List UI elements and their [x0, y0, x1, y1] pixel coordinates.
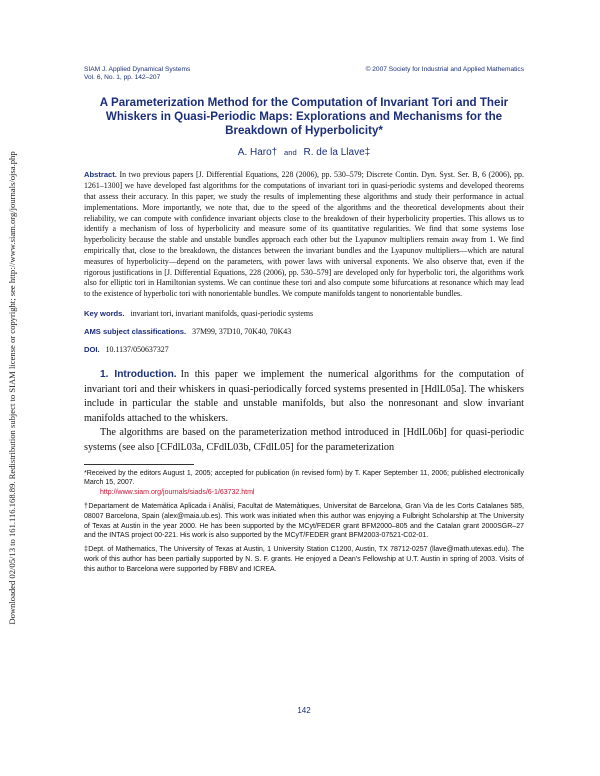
intro-paragraph-2: The algorithms are based on the parameterization method introduced in [HdlL06b] for quasi-periodic systems (see also [CFdlL03a, CFdlL03b, CFdlL05] for the parameterization — [84, 427, 524, 454]
author-line — [84, 147, 524, 158]
keywords-label: Key words. — [84, 309, 125, 319]
introduction-section — [84, 368, 524, 455]
doi-label: DOI. — [84, 345, 100, 355]
sidebar-download-notice — [0, 0, 24, 776]
author-and: and — [284, 148, 297, 158]
footnote-received-text: *Received by the editors August 1, 2005; accepted for publication (in revised form) by T. Kaper September 11, 2006; published electronically March 15, 2007. — [84, 469, 524, 487]
paper-metadata — [84, 309, 524, 354]
intro-paragraph-1 — [84, 368, 524, 426]
footnote-received — [84, 469, 524, 498]
keywords — [84, 309, 524, 318]
running-header — [84, 66, 524, 82]
footnote-haro: †Departament de Matemàtica Aplicada i Anàlisi, Facultat de Matemàtiques, Universitat de Barcelona, Gran Via de les Corts Catalanes 585, 08007 Barcelona, Spain (alex@maia.ub.es). This work was initiated when this author was enjoying a Fulbright Scholarship at The University of Texas at Austin in the year 2000. He has been supported by the MCyt/FEDER grant BFM2000–805 and the Catalan grant 2000SGR–27 and the INTAS project 00-221. His work is also supported by the MCyT/FEDER grant BFM2003-07521-C02-01. — [84, 502, 524, 540]
ams-classifications — [84, 327, 524, 336]
abstract-label: Abstract. — [84, 170, 117, 180]
keywords-text: invariant tori, invariant manifolds, quasi-periodic systems — [130, 309, 314, 319]
author-haro: A. Haro† — [237, 147, 278, 159]
journal-volume: Vol. 6, No. 1, pp. 142–207 — [84, 74, 161, 82]
page-number: 142 — [297, 706, 311, 715]
copyright-notice: © 2007 Society for Industrial and Applied Mathematics — [365, 66, 524, 73]
author-llave: R. de la Llave‡ — [303, 147, 371, 159]
journal-name: SIAM J. Applied Dynamical Systems — [84, 66, 191, 73]
footnote-llave: ‡Dept. of Mathematics, The University of Texas at Austin, 1 University Station C1200, Austin, TX 78712-0257 (llave@math.utexas.edu). The work of this author has been partially supported by N. S. F. grants. He enjoyed a Dean's Fellowship at U.T. Austin in spring of 2003. Visits of this author to Barcelona were supported by FBBV and ICREA. — [84, 546, 524, 573]
paper-page — [84, 66, 524, 575]
journal-info — [84, 66, 190, 82]
doi — [84, 345, 524, 354]
abstract — [84, 170, 524, 300]
download-notice-text: Downloaded 02/05/13 to 161.116.168.89. Redistribution subject to SIAM license or copyright; see http://www.siam.org/journals/ojsa.php — [7, 151, 17, 625]
section-heading: 1. Introduction. — [100, 369, 177, 381]
footnote-rule — [84, 464, 194, 465]
footnote-url-link[interactable]: http://www.siam.org/journals/siads/6-1/63732.html — [100, 489, 255, 497]
doi-text: 10.1137/050637327 — [105, 345, 169, 355]
intro-p1-text: In this paper we implement the numerical algorithms for the computation of invariant tori and their whiskers in quasi-periodically forced systems presented in [HdlL05a]. The whiskers include in particular the stable and unstable manifolds, but also the nonresonant and slow invariant manifolds attached to the whiskers. — [84, 369, 524, 424]
abstract-text: In two previous papers [J. Differential Equations, 228 (2006), pp. 530–579; Discrete Contin. Dyn. Syst. Ser. B, 6 (2006), pp. 1261–1300] we have developed fast algorithms for the computations of invariant tori in quasi-periodic systems and developed theorems that assess their accuracy. In this paper, we study the results of implementing these algorithms and study their performance in actual implementations. More importantly, we note that, due to the speed of the algorithms and the theoretical developments about their reliability, we can compute with confidence invariant objects close to the breakdown of their hyperbolicity properties. This allows us to identify a mechanism of loss of hyperbolicity and measure some of its quantitative regularities. We find that some systems lose hyperbolicity because the stable and unstable bundles approach each other but the Lyapunov multipliers remain away from 1. We find empirically that, close to the breakdown, the distances between the invariant bundles and the Lyapunov multipliers—which are natural measures of hyperbolicity—depend on the parameters, with power laws with universal exponents. We also observe that, even if the rigorous justifications in [J. Differential Equations, 228 (2006), pp. 530–579] are developed only for hyperbolic tori, the algorithms work also for elliptic tori in Hamiltonian systems. We can continue these tori and also compute some bifurcations at resonance which may lead to the existence of hyperbolic tori with nonorientable bundles. We compute manifolds tangent to nonorientable bundles. — [84, 170, 524, 299]
ams-label: AMS subject classifications. — [84, 327, 187, 337]
paper-title: A Parameterization Method for the Computation of Invariant Tori and Their Whiskers in Quasi-Periodic Maps: Explorations and Mechanisms for the Breakdown of Hyperbolicity* — [99, 96, 509, 138]
ams-text: 37M99, 37D10, 70K40, 70K43 — [192, 327, 292, 337]
